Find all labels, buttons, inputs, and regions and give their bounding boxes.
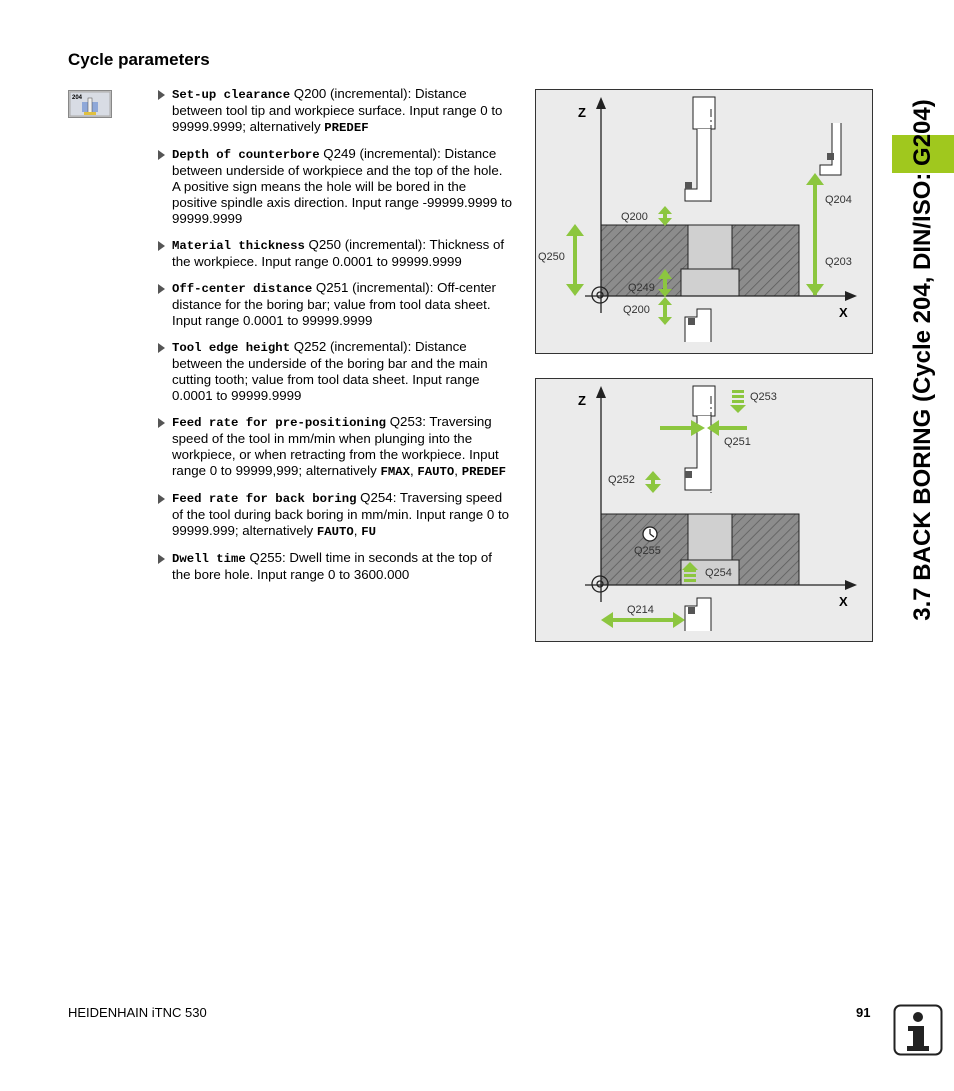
param-q255 — [158, 550, 513, 583]
figure-back-boring-geometry — [535, 89, 873, 354]
figure-back-boring-feeds — [535, 378, 873, 642]
triangle-bullet-icon — [158, 90, 165, 100]
param-separator: , — [454, 463, 462, 478]
triangle-bullet-icon — [158, 418, 165, 428]
param-desc: Q249 (incremental): Distance between underside of workpiece and the top of the hole. A positive sign means the hole will be bored in the positive spindle axis direction. Input range -99999.9999 to 99999.9999 — [172, 146, 513, 226]
footer-product: HEIDENHAIN iTNC 530 — [68, 1005, 207, 1020]
param-desc: Q200 (incremental): Distance between tool tip and workpiece surface. Input range 0 to 99999.9999; alternatively — [172, 86, 503, 134]
param-desc: Q250 (incremental): Thickness of the workpiece. Input range 0.0001 to 99999.9999 — [172, 237, 505, 269]
axis-z-label: Z — [578, 105, 586, 120]
param-q250 — [158, 237, 513, 270]
param-name: Depth of counterbore — [172, 148, 320, 162]
triangle-bullet-icon — [158, 241, 165, 251]
label-q203: Q203 — [825, 256, 852, 268]
param-separator: , — [410, 463, 418, 478]
param-option: PREDEF — [461, 465, 506, 479]
param-option: FAUTO — [417, 465, 455, 479]
param-desc: Q253: Traversing speed of the tool in mm/min when plunging into the workpiece, or when retracting from the workpiece. Input range 0 to 99999,999; alternatively — [172, 414, 499, 478]
param-q251 — [158, 280, 513, 329]
param-name: Feed rate for pre-positioning — [172, 416, 387, 430]
param-name: Dwell time — [172, 552, 246, 566]
axis-x-label: X — [839, 594, 848, 609]
param-name: Material thickness — [172, 239, 305, 253]
triangle-bullet-icon — [158, 150, 165, 160]
info-icon — [893, 1004, 943, 1056]
param-q249 — [158, 146, 513, 227]
section-heading: Cycle parameters — [68, 50, 210, 69]
param-option: PREDEF — [324, 121, 369, 135]
param-separator: , — [353, 523, 362, 538]
param-desc: Q255: Dwell time in seconds at the top of the bore hole. Input range 0 to 3600.000 — [172, 550, 492, 582]
parameter-list — [158, 86, 513, 593]
triangle-bullet-icon — [158, 494, 165, 504]
param-name: Tool edge height — [172, 341, 291, 355]
param-desc: Q252 (incremental): Distance between the underside of the boring bar and the main cutting tooth; value from tool data sheet. Input range 0.0001 to 99999.9999 — [172, 339, 488, 403]
param-option: FMAX — [380, 465, 410, 479]
param-q254 — [158, 490, 513, 540]
label-q252: Q252 — [608, 474, 635, 486]
param-desc: Q251 (incremental): Off-center distance for the boring bar; value from tool data sheet. Input range 0.0001 to 99999.9999 — [172, 280, 496, 328]
triangle-bullet-icon — [158, 284, 165, 294]
chapter-side-title-text: 3.7 BACK BORING (Cycle 204, DIN/ISO: G204) — [909, 99, 936, 621]
param-q200 — [158, 86, 513, 136]
param-q252 — [158, 339, 513, 404]
label-q200-bottom: Q200 — [623, 304, 650, 316]
triangle-bullet-icon — [158, 554, 165, 564]
param-name: Feed rate for back boring — [172, 492, 357, 506]
label-q254: Q254 — [705, 567, 732, 579]
page-number: 91 — [856, 1005, 871, 1020]
axis-z-label: Z — [578, 393, 586, 408]
param-name: Set-up clearance — [172, 88, 291, 102]
label-q200-top: Q200 — [621, 211, 648, 223]
param-option: FU — [361, 525, 376, 539]
label-q214: Q214 — [627, 604, 654, 616]
cycle-number: 204 — [72, 95, 83, 101]
cycle-204-softkey-icon — [68, 90, 112, 118]
axis-x-label: X — [839, 305, 848, 320]
label-q204: Q204 — [825, 194, 852, 206]
label-q253: Q253 — [750, 391, 777, 403]
param-desc: Q254: Traversing speed of the tool during back boring in mm/min. Input range 0 to 99999.999; alternatively — [172, 490, 510, 538]
label-q250: Q250 — [538, 251, 565, 263]
label-q249: Q249 — [628, 282, 655, 294]
param-q253 — [158, 414, 513, 480]
param-option: FAUTO — [316, 525, 354, 539]
label-q251: Q251 — [724, 436, 751, 448]
label-q255: Q255 — [634, 545, 661, 557]
param-name: Off-center distance — [172, 282, 313, 296]
triangle-bullet-icon — [158, 343, 165, 353]
